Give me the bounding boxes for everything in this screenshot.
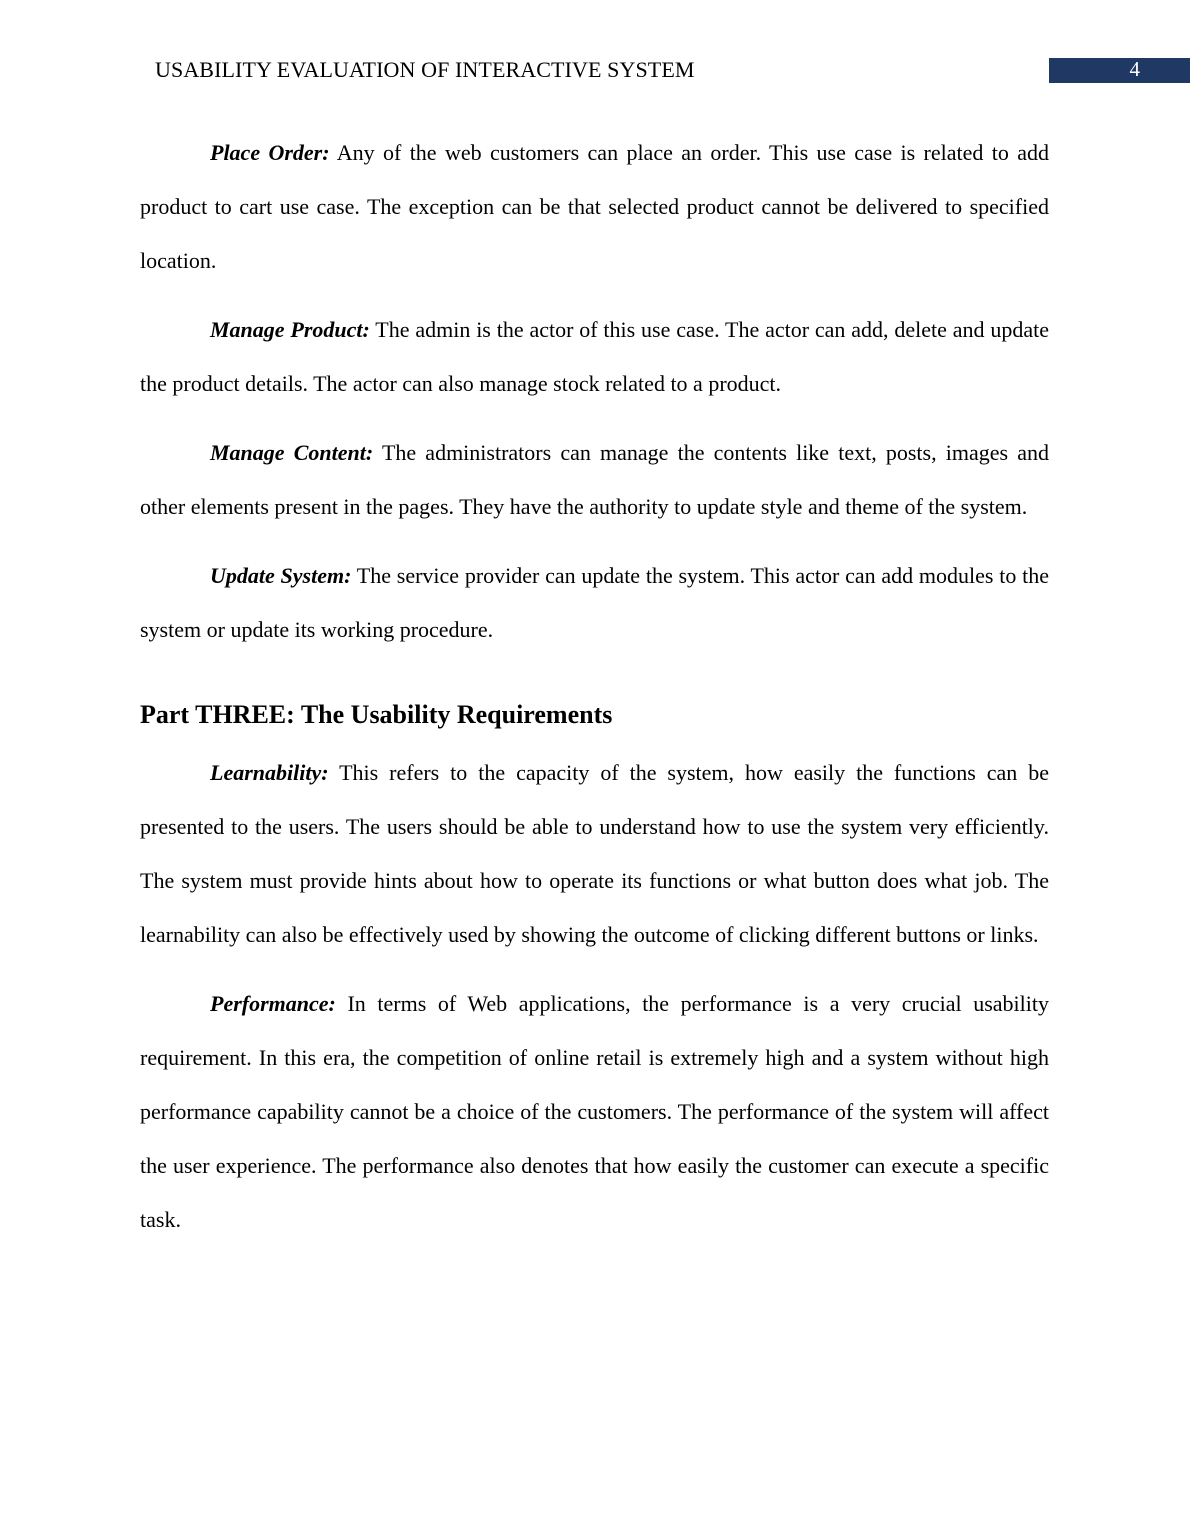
- paragraph-text: The service provider can update the system. This actor can add modules to the system or update its working procedure.: [140, 563, 1049, 642]
- paragraph-text: This refers to the capacity of the system, how easily the functions can be presented to the users. The users should be able to understand how to use the system very efficiently. The system must provide hints about how to operate its functions or what button does what job. The learnability can also be effectively used by showing the outcome of clicking different buttons or links.: [140, 760, 1049, 947]
- section-heading: Part THREE: The Usability Requirements: [140, 700, 613, 729]
- paragraph-text: The administrators can manage the contents like text, posts, images and other elements present in the pages. They have the authority to update style and theme of the system.: [140, 440, 1049, 519]
- paragraph-text: In terms of Web applications, the performance is a very crucial usability requirement. In this era, the competition of online retail is extremely high and a system without high performance capability cannot be a choice of the customers. The performance of the system will affect the user experience. The performance also denotes that how easily the customer can execute a specific task.: [140, 991, 1049, 1232]
- term-label: Update System:: [210, 563, 352, 588]
- term-label: Performance:: [210, 991, 336, 1016]
- page-number-box: [1049, 58, 1190, 83]
- paragraph-learnability: [140, 746, 1049, 962]
- term-label: Manage Content:: [210, 440, 374, 465]
- paragraph-manage-product: [140, 303, 1049, 411]
- paragraph-manage-content: [140, 426, 1049, 534]
- paragraph-place-order: [140, 126, 1049, 288]
- paragraph-update-system: [140, 549, 1049, 657]
- paragraph-text: Any of the web customers can place an order. This use case is related to add product to cart use case. The exception can be that selected product cannot be delivered to specified location.: [140, 140, 1049, 273]
- running-head: USABILITY EVALUATION OF INTERACTIVE SYSTEM: [155, 57, 695, 82]
- term-label: Learnability:: [210, 760, 329, 785]
- page-number: 4: [1129, 57, 1140, 81]
- term-label: Manage Product:: [210, 317, 370, 342]
- term-label: Place Order:: [210, 140, 330, 165]
- document-body: [140, 126, 1049, 1247]
- paragraph-text: The admin is the actor of this use case. The actor can add, delete and update the product details. The actor can also manage stock related to a product.: [140, 317, 1050, 396]
- paragraph-performance: [140, 977, 1049, 1247]
